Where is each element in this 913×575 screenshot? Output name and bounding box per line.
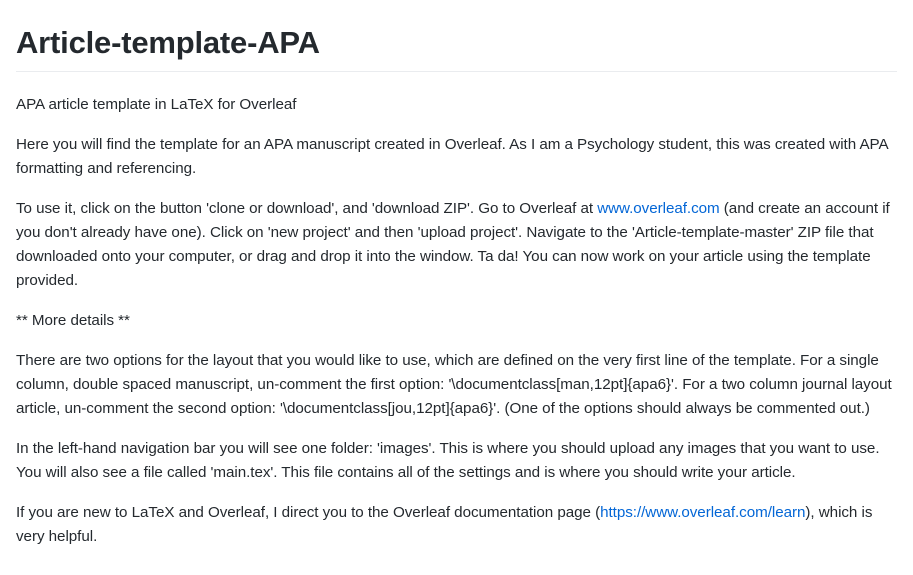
usage-text-before-link: To use it, click on the button 'clone or download', and 'download ZIP'. Go to Overleaf at — [16, 200, 598, 217]
overleaf-learn-link[interactable]: https://www.overleaf.com/learn — [600, 504, 806, 521]
navigation-paragraph: In the left-hand navigation bar you will see one folder: 'images'. This is where you should upload any images that you want to use. You will also see a file called 'main.tex'. This file contains all of the settings and is where you should write your article. — [16, 440, 880, 481]
usage-text-after-link: (and create an account if you don't already have one). Click on 'new project' and then 'upload project'. Navigate to the 'Article-template-master' ZIP file that downloaded onto your computer, or drag and drop it into the window. Ta da! You can now work on your article using the template provided. — [16, 200, 890, 289]
new-users-text-before-link: If you are new to LaTeX and Overleaf, I direct you to the Overleaf documentation page ( — [16, 504, 601, 521]
intro-paragraph: Here you will find the template for an APA manuscript created in Overleaf. As I am a Psychology student, this was created with APA formatting and referencing. — [16, 136, 888, 177]
readme-subtitle: APA article template in LaTeX for Overleaf — [16, 96, 297, 113]
new-users-text-after-link: ), which is very helpful. — [16, 504, 873, 545]
new-users-paragraph — [16, 501, 897, 549]
usage-paragraph — [16, 197, 897, 293]
more-details-heading: ** More details ** — [16, 312, 130, 329]
layout-paragraph: There are two options for the layout that you would like to use, which are defined on the very first line of the template. For a single column, double spaced manuscript, un-comment the first option: '\documentclass[man,12pt]{apa6}'. For a two column journal layout article, un-comment the second option: '\documentclass[jou,12pt]{apa6}'. (One of the options should always be commented out.) — [16, 352, 892, 417]
overleaf-link[interactable]: www.overleaf.com — [597, 200, 720, 217]
readme-title: Article-template-APA — [16, 0, 897, 72]
